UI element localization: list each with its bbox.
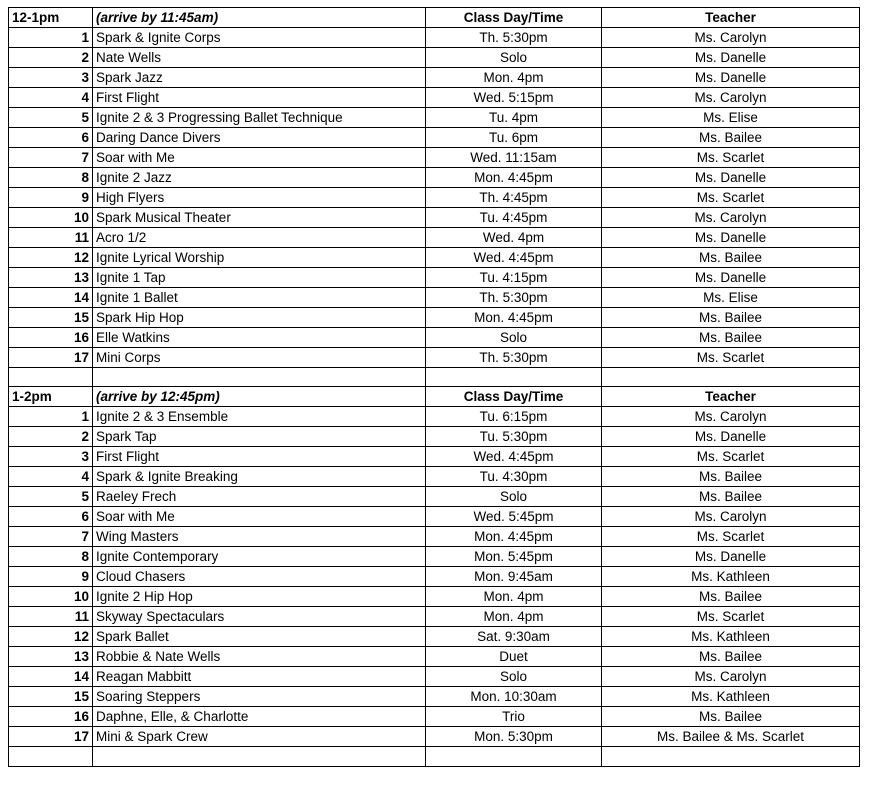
class-day-time: Duet	[426, 647, 602, 667]
table-row	[9, 288, 860, 308]
class-day-time: Mon. 4pm	[426, 587, 602, 607]
routine-number: 16	[9, 328, 93, 348]
table-row	[9, 627, 860, 647]
table-row	[9, 308, 860, 328]
routine-name: Soar with Me	[93, 507, 426, 527]
block-header-row	[9, 387, 860, 407]
teacher-name: Ms. Carolyn	[602, 28, 860, 48]
table-row	[9, 228, 860, 248]
table-row	[9, 467, 860, 487]
routine-number: 5	[9, 108, 93, 128]
teacher-name: Ms. Carolyn	[602, 208, 860, 228]
routine-name: Mini Corps	[93, 348, 426, 368]
teacher-name: Ms. Carolyn	[602, 407, 860, 427]
class-day-time: Tu. 5:30pm	[426, 427, 602, 447]
class-day-time: Tu. 6:15pm	[426, 407, 602, 427]
column-header-class-day: Class Day/Time	[426, 8, 602, 28]
teacher-name: Ms. Scarlet	[602, 188, 860, 208]
teacher-name: Ms. Danelle	[602, 68, 860, 88]
spacer-row	[9, 368, 860, 387]
routine-name: Robbie & Nate Wells	[93, 647, 426, 667]
table-row	[9, 707, 860, 727]
table-row	[9, 328, 860, 348]
table-row	[9, 407, 860, 427]
empty-cell	[602, 368, 860, 387]
routine-name: Spark Ballet	[93, 627, 426, 647]
table-row	[9, 168, 860, 188]
empty-cell	[9, 368, 93, 387]
table-row	[9, 587, 860, 607]
column-header-class-day: Class Day/Time	[426, 387, 602, 407]
class-day-time: Wed. 11:15am	[426, 148, 602, 168]
class-day-time: Sat. 9:30am	[426, 627, 602, 647]
teacher-name: Ms. Danelle	[602, 228, 860, 248]
routine-name: Ignite 1 Ballet	[93, 288, 426, 308]
class-day-time: Wed. 4:45pm	[426, 248, 602, 268]
routine-name: Elle Watkins	[93, 328, 426, 348]
routine-name: Soar with Me	[93, 148, 426, 168]
routine-name: Ignite Contemporary	[93, 547, 426, 567]
teacher-name: Ms. Bailee	[602, 487, 860, 507]
table-row	[9, 128, 860, 148]
class-day-time: Wed. 4:45pm	[426, 447, 602, 467]
routine-name: Spark Musical Theater	[93, 208, 426, 228]
class-day-time: Solo	[426, 328, 602, 348]
routine-number: 4	[9, 88, 93, 108]
teacher-name: Ms. Bailee	[602, 707, 860, 727]
table-row	[9, 487, 860, 507]
class-day-time: Tu. 4:15pm	[426, 268, 602, 288]
empty-cell	[9, 747, 93, 766]
routine-number: 6	[9, 128, 93, 148]
empty-cell	[426, 747, 602, 766]
class-day-time: Mon. 4:45pm	[426, 308, 602, 328]
teacher-name: Ms. Scarlet	[602, 607, 860, 627]
table-row	[9, 108, 860, 128]
spacer-row	[9, 747, 860, 766]
routine-number: 10	[9, 208, 93, 228]
arrival-note: (arrive by 11:45am)	[93, 8, 426, 28]
class-day-time: Tu. 4:45pm	[426, 208, 602, 228]
teacher-name: Ms. Scarlet	[602, 527, 860, 547]
schedule-body	[9, 8, 860, 767]
teacher-name: Ms. Bailee	[602, 647, 860, 667]
class-day-time: Solo	[426, 487, 602, 507]
routine-number: 17	[9, 348, 93, 368]
class-day-time: Wed. 5:15pm	[426, 88, 602, 108]
routine-name: Mini & Spark Crew	[93, 727, 426, 747]
class-day-time: Mon. 5:30pm	[426, 727, 602, 747]
teacher-name: Ms. Bailee	[602, 128, 860, 148]
routine-name: Ignite 2 & 3 Progressing Ballet Technique	[93, 108, 426, 128]
teacher-name: Ms. Kathleen	[602, 627, 860, 647]
routine-number: 12	[9, 248, 93, 268]
empty-cell	[93, 368, 426, 387]
table-row	[9, 348, 860, 368]
class-day-time: Trio	[426, 707, 602, 727]
routine-number: 11	[9, 607, 93, 627]
class-day-time: Solo	[426, 667, 602, 687]
table-row	[9, 148, 860, 168]
class-day-time: Mon. 4pm	[426, 68, 602, 88]
routine-number: 1	[9, 407, 93, 427]
teacher-name: Ms. Danelle	[602, 268, 860, 288]
routine-number: 4	[9, 467, 93, 487]
table-row	[9, 447, 860, 467]
routine-name: Ignite 1 Tap	[93, 268, 426, 288]
table-row	[9, 268, 860, 288]
teacher-name: Ms. Scarlet	[602, 348, 860, 368]
teacher-name: Ms. Carolyn	[602, 507, 860, 527]
routine-number: 2	[9, 48, 93, 68]
table-row	[9, 647, 860, 667]
teacher-name: Ms. Danelle	[602, 168, 860, 188]
routine-number: 2	[9, 427, 93, 447]
table-row	[9, 527, 860, 547]
routine-number: 16	[9, 707, 93, 727]
column-header-teacher: Teacher	[602, 387, 860, 407]
routine-name: Daring Dance Divers	[93, 128, 426, 148]
table-row	[9, 507, 860, 527]
teacher-name: Ms. Bailee	[602, 587, 860, 607]
table-row	[9, 48, 860, 68]
class-day-time: Mon. 9:45am	[426, 567, 602, 587]
table-row	[9, 607, 860, 627]
teacher-name: Ms. Bailee	[602, 248, 860, 268]
block-header-row	[9, 8, 860, 28]
table-row	[9, 68, 860, 88]
routine-number: 17	[9, 727, 93, 747]
routine-name: Reagan Mabbitt	[93, 667, 426, 687]
table-row	[9, 208, 860, 228]
class-day-time: Mon. 5:45pm	[426, 547, 602, 567]
table-row	[9, 687, 860, 707]
routine-name: Wing Masters	[93, 527, 426, 547]
class-day-time: Tu. 6pm	[426, 128, 602, 148]
routine-name: Daphne, Elle, & Charlotte	[93, 707, 426, 727]
empty-cell	[602, 747, 860, 766]
teacher-name: Ms. Elise	[602, 288, 860, 308]
routine-number: 10	[9, 587, 93, 607]
routine-number: 6	[9, 507, 93, 527]
teacher-name: Ms. Bailee	[602, 467, 860, 487]
empty-cell	[93, 747, 426, 766]
routine-number: 12	[9, 627, 93, 647]
routine-number: 13	[9, 268, 93, 288]
class-day-time: Th. 5:30pm	[426, 28, 602, 48]
time-slot-label: 1-2pm	[9, 387, 93, 407]
teacher-name: Ms. Kathleen	[602, 687, 860, 707]
teacher-name: Ms. Scarlet	[602, 447, 860, 467]
routine-number: 8	[9, 547, 93, 567]
routine-number: 7	[9, 527, 93, 547]
routine-number: 1	[9, 28, 93, 48]
table-row	[9, 547, 860, 567]
routine-name: Cloud Chasers	[93, 567, 426, 587]
teacher-name: Ms. Bailee	[602, 328, 860, 348]
teacher-name: Ms. Kathleen	[602, 567, 860, 587]
teacher-name: Ms. Danelle	[602, 48, 860, 68]
class-day-time: Wed. 4pm	[426, 228, 602, 248]
routine-name: Ignite Lyrical Worship	[93, 248, 426, 268]
table-row	[9, 427, 860, 447]
routine-number: 3	[9, 68, 93, 88]
routine-number: 3	[9, 447, 93, 467]
class-day-time: Mon. 4:45pm	[426, 527, 602, 547]
routine-number: 15	[9, 687, 93, 707]
routine-number: 14	[9, 667, 93, 687]
routine-number: 11	[9, 228, 93, 248]
teacher-name: Ms. Elise	[602, 108, 860, 128]
routine-name: First Flight	[93, 88, 426, 108]
teacher-name: Ms. Danelle	[602, 427, 860, 447]
table-row	[9, 667, 860, 687]
routine-number: 5	[9, 487, 93, 507]
class-day-time: Mon. 10:30am	[426, 687, 602, 707]
teacher-name: Ms. Danelle	[602, 547, 860, 567]
routine-number: 14	[9, 288, 93, 308]
table-row	[9, 88, 860, 108]
routine-name: High Flyers	[93, 188, 426, 208]
class-day-time: Tu. 4pm	[426, 108, 602, 128]
routine-number: 9	[9, 567, 93, 587]
routine-name: Raeley Frech	[93, 487, 426, 507]
routine-name: Ignite 2 & 3 Ensemble	[93, 407, 426, 427]
schedule-table	[8, 7, 860, 767]
routine-number: 15	[9, 308, 93, 328]
routine-name: Nate Wells	[93, 48, 426, 68]
routine-name: Spark Hip Hop	[93, 308, 426, 328]
routine-number: 13	[9, 647, 93, 667]
teacher-name: Ms. Scarlet	[602, 148, 860, 168]
class-day-time: Th. 5:30pm	[426, 288, 602, 308]
class-day-time: Wed. 5:45pm	[426, 507, 602, 527]
teacher-name: Ms. Bailee	[602, 308, 860, 328]
routine-name: Spark Jazz	[93, 68, 426, 88]
time-slot-label: 12-1pm	[9, 8, 93, 28]
routine-name: Skyway Spectaculars	[93, 607, 426, 627]
empty-cell	[426, 368, 602, 387]
class-day-time: Solo	[426, 48, 602, 68]
class-day-time: Mon. 4:45pm	[426, 168, 602, 188]
class-day-time: Th. 4:45pm	[426, 188, 602, 208]
table-row	[9, 28, 860, 48]
class-day-time: Tu. 4:30pm	[426, 467, 602, 487]
routine-name: Ignite 2 Hip Hop	[93, 587, 426, 607]
table-row	[9, 727, 860, 747]
routine-name: Spark & Ignite Corps	[93, 28, 426, 48]
teacher-name: Ms. Carolyn	[602, 667, 860, 687]
teacher-name: Ms. Carolyn	[602, 88, 860, 108]
column-header-teacher: Teacher	[602, 8, 860, 28]
class-day-time: Th. 5:30pm	[426, 348, 602, 368]
teacher-name: Ms. Bailee & Ms. Scarlet	[602, 727, 860, 747]
routine-name: Spark & Ignite Breaking	[93, 467, 426, 487]
table-row	[9, 188, 860, 208]
table-row	[9, 567, 860, 587]
arrival-note: (arrive by 12:45pm)	[93, 387, 426, 407]
routine-number: 8	[9, 168, 93, 188]
routine-name: Acro 1/2	[93, 228, 426, 248]
routine-number: 9	[9, 188, 93, 208]
routine-name: Soaring Steppers	[93, 687, 426, 707]
table-row	[9, 248, 860, 268]
routine-name: Ignite 2 Jazz	[93, 168, 426, 188]
routine-number: 7	[9, 148, 93, 168]
routine-name: Spark Tap	[93, 427, 426, 447]
routine-name: First Flight	[93, 447, 426, 467]
class-day-time: Mon. 4pm	[426, 607, 602, 627]
